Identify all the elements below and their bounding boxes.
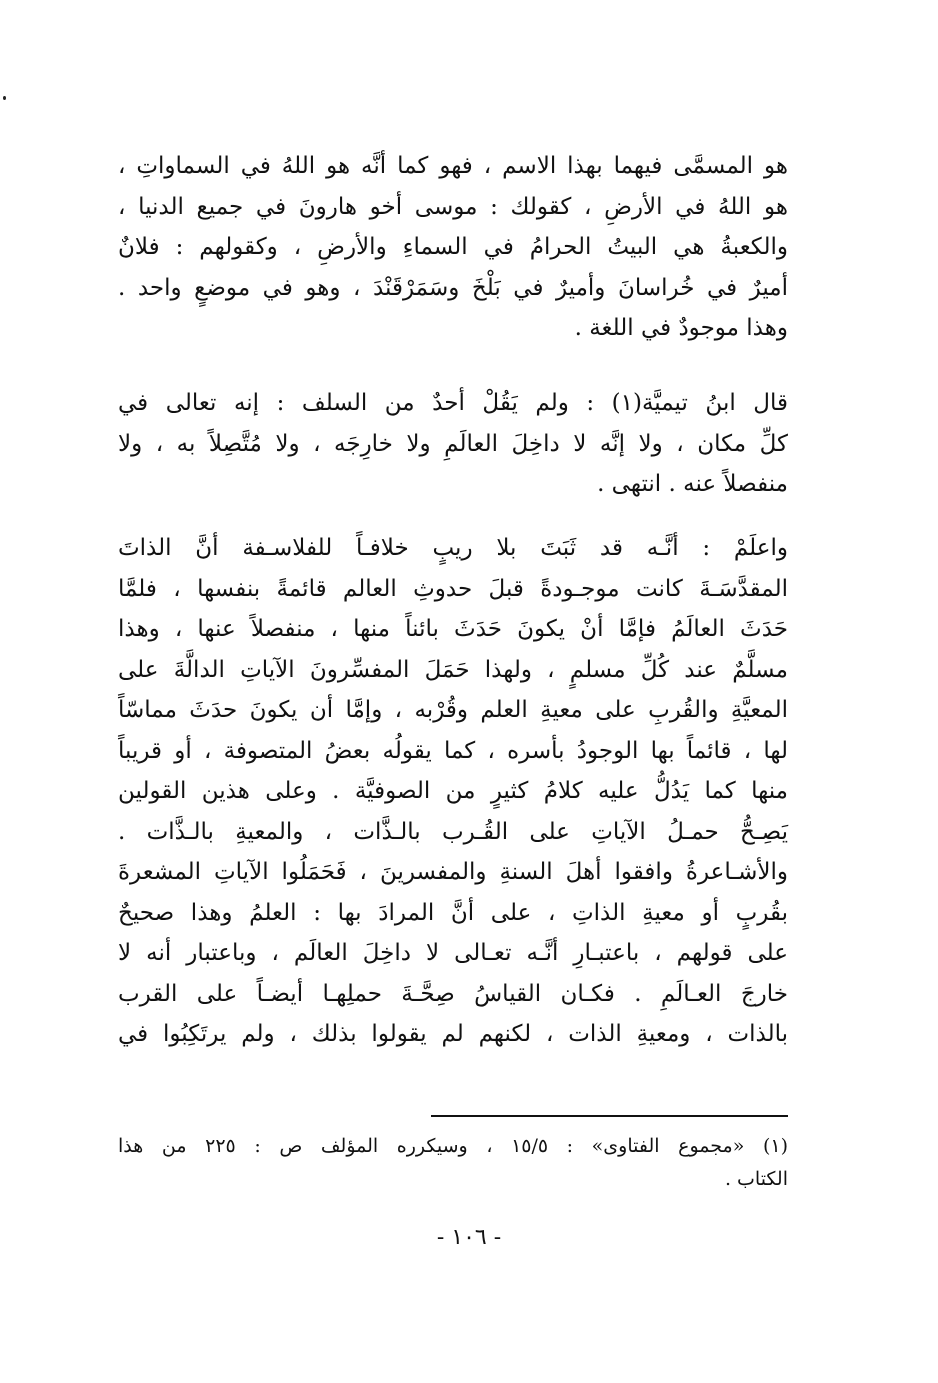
- text-line: والأشـاعرةُ وافقوا أهلَ السنةِ والمفسرينَ ، فَحَمَلُوا الآياتِ المشعرةَ: [118, 859, 788, 885]
- text-line: المقدَّسَـةَ كانت موجـودةً قبلَ حدوثِ العالم قائمةً بنفسها ، فلمَّا: [118, 575, 788, 602]
- text-line: حَدَثَ العالَمُ فإمَّا أنْ يكونَ حَدَثَ بائناً منها ، منفصلاً عنها ، وهذا: [118, 616, 788, 642]
- text-line: هو المسمَّى فيهما بهذا الاسم ، فهو كما أنَّه هو اللهُ في السماواتِ ،: [118, 153, 788, 179]
- footnote-line: (١) «مجموع الفتاوى» : ١٥/٥ ، وسيكرره المؤلف ص : ٢٢٥ من هذا: [118, 1135, 788, 1157]
- text-line: والكعبةُ هي البيتُ الحرامُ في السماءِ والأرضِ ، وكقولهم : فلانٌ: [118, 234, 788, 260]
- text-line: كلِّ مكان ، ولا إنَّه لا داخِلَ العالَمِ ولا خارِجَه ، ولا مُتَّصِلاً به ، ولا: [118, 430, 788, 457]
- text-line: أميرٌ في خُراسانَ وأميرٌ في بَلْخَ وسَمَرْقَنْدَ ، وهو في موضعٍ واحد .: [118, 274, 788, 301]
- paragraph-1: [118, 146, 788, 349]
- footnote: [118, 1130, 788, 1196]
- text-line: بقُربٍ أو معيةِ الذاتِ ، على أنَّ المرادَ بها : العلمُ وهذا صحيحٌ: [118, 899, 788, 926]
- footnote-separator: [431, 1115, 788, 1117]
- margin-mark: [3, 96, 6, 100]
- text-line: المعيَّةِ والقُربِ على معيةِ العلم وقُرْبه ، وإمَّا أن يكونَ حدَثَ مماسّاً: [118, 697, 788, 723]
- paragraph-2: [118, 383, 788, 505]
- text-line: قال ابنُ تيميَّة(١) : ولم يَقُلْ أحدٌ من السلف : إنه تعالى في: [118, 390, 788, 416]
- text-line: منها كما يَدُلُّ عليه كلامُ كثيرٍ من الصوفيَّة . وعلى هذين القولين: [118, 778, 788, 804]
- text-line: وهذا موجودٌ في اللغة .: [574, 315, 788, 341]
- text-line: خارجَ العـالَمِ . فكـان القياسُ صِحَّـةَ حملِهـا أيضـاً على القرب: [118, 980, 788, 1007]
- text-line: يَصِـحُّ حمـلُ الآياتِ على القُـرب بالـذَّات ، والمعيةِ بالـذَّات .: [118, 818, 788, 845]
- text-line: مسلَّمٌ عند كُلِّ مسلمٍ ، ولهذا حَمَلَ المفسِّرونَ الآياتِ الدالَّةَ على: [118, 656, 788, 683]
- paragraph-3: [118, 528, 788, 1055]
- text-line: بالذات ، ومعيةِ الذات ، لكنهم لم يقولوا بذلك ، ولم يرتَكِبُوا في: [118, 1021, 788, 1047]
- text-line: على قولهم ، باعتبـارِ أنَّـه تعـالى لا داخِلَ العالَم ، وباعتبار أنه لا: [118, 940, 788, 966]
- footnote-line: الكتاب .: [724, 1168, 788, 1190]
- text-line: واعلَمْ : أنَّـه قد ثَبَتَ بلا ريبٍ خلافـاً للفلاسـفة أنَّ الذاتَ: [118, 535, 788, 561]
- text-line: منفصلاً عنه . انتهى .: [597, 471, 788, 497]
- text-line: لها ، قائماً بها الوجودُ بأسره ، كما يقولُه بعضُ المتصوفة ، أو قريباً: [118, 737, 788, 764]
- page-number: - ١٠٦ -: [436, 1225, 502, 1250]
- text-line: هو اللهُ في الأرضِ ، كقولك : موسى أخو هارونَ في جميع الدنيا ،: [118, 193, 788, 220]
